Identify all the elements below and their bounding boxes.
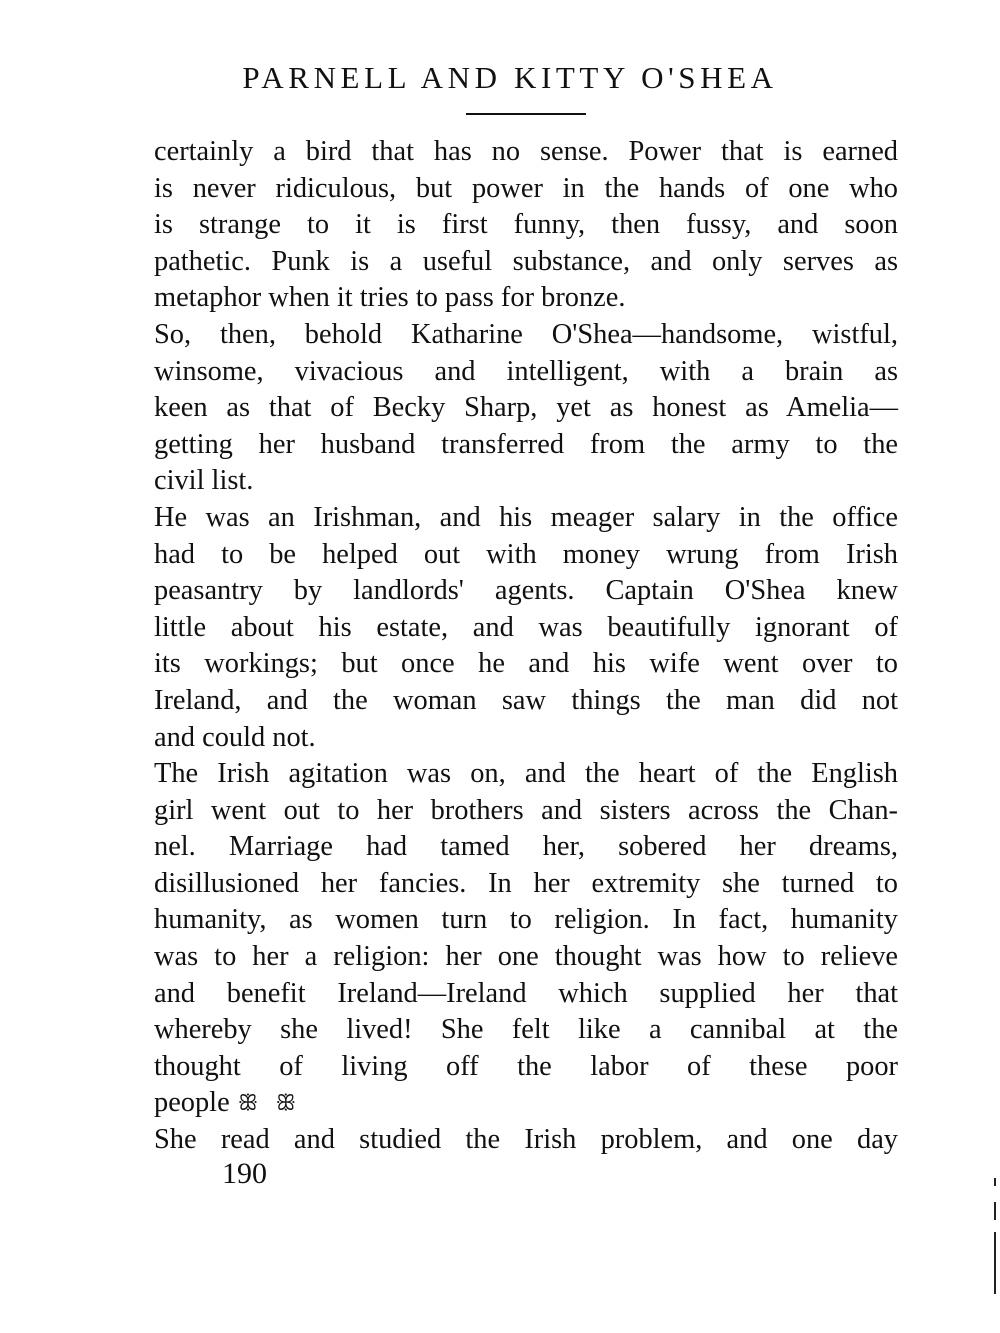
- text-line: little about his estate, and was beautifully ignorant of: [154, 611, 898, 643]
- text-line: whereby she lived! She felt like a cannibal at the: [154, 1014, 898, 1046]
- text-line: is strange to it is first funny, then fussy, and soon: [154, 209, 898, 241]
- head-rule: [466, 113, 586, 115]
- scan-edge-mark: [994, 1202, 996, 1220]
- paragraph-5: [154, 1122, 898, 1159]
- text-line: girl went out to her brothers and sisters across the Chan-: [154, 794, 898, 826]
- page-number: 190: [222, 1157, 267, 1190]
- text-line: and could not.: [154, 721, 316, 753]
- text-line: The Irish agitation was on, and the heart of the English: [154, 758, 898, 790]
- scan-edge-mark: [994, 1232, 996, 1294]
- paragraph-2: [154, 317, 898, 500]
- paragraph-3: [154, 500, 898, 756]
- text-line: peasantry by landlords' agents. Captain O'Shea knew: [154, 575, 898, 607]
- text-line: winsome, vivacious and intelligent, with a brain as: [154, 355, 898, 387]
- text-line: metaphor when it tries to pass for bronze.: [154, 282, 626, 314]
- text-line: civil list.: [154, 465, 254, 497]
- text-line: humanity, as women turn to religion. In fact, humanity: [154, 904, 898, 936]
- text-line: was to her a religion: her one thought was how to relieve: [154, 941, 898, 973]
- text-line: thought of living off the labor of these poor: [154, 1050, 898, 1082]
- text-line: and benefit Ireland—Ireland which supplied her that: [154, 977, 898, 1009]
- fleuron-ornament-icon: ꕥ ꕥ: [237, 1090, 303, 1116]
- text-line-with-ornament: [154, 1085, 898, 1122]
- text-line: its workings; but once he and his wife went over to: [154, 648, 898, 680]
- text-line: certainly a bird that has no sense. Power that is earned: [154, 136, 898, 167]
- text-line: keen as that of Becky Sharp, yet as honest as Amelia—: [154, 392, 898, 424]
- body-text: [154, 134, 898, 1159]
- running-head: PARNELL AND KITTY O'SHEA: [242, 60, 778, 95]
- text-line: Ireland, and the woman saw things the man did not: [154, 684, 898, 716]
- text-line: is never ridiculous, but power in the hands of one who: [154, 172, 898, 204]
- paragraph-4: [154, 756, 898, 1122]
- scan-edge-mark: [994, 1178, 996, 1186]
- text-line: people: [154, 1087, 230, 1119]
- paragraph-1: [154, 134, 898, 317]
- text-line: getting her husband transferred from the army to the: [154, 428, 898, 460]
- text-line: pathetic. Punk is a useful substance, and only serves as: [154, 245, 898, 277]
- text-line: had to be helped out with money wrung from Irish: [154, 538, 898, 570]
- text-line: So, then, behold Katharine O'Shea—handsome, wistful,: [154, 318, 898, 350]
- text-line: disillusioned her fancies. In her extremity she turned to: [154, 867, 898, 899]
- text-line: She read and studied the Irish problem, and one day: [154, 1124, 898, 1156]
- text-line: nel. Marriage had tamed her, sobered her dreams,: [154, 831, 898, 863]
- text-line: He was an Irishman, and his meager salary in the office: [154, 501, 898, 533]
